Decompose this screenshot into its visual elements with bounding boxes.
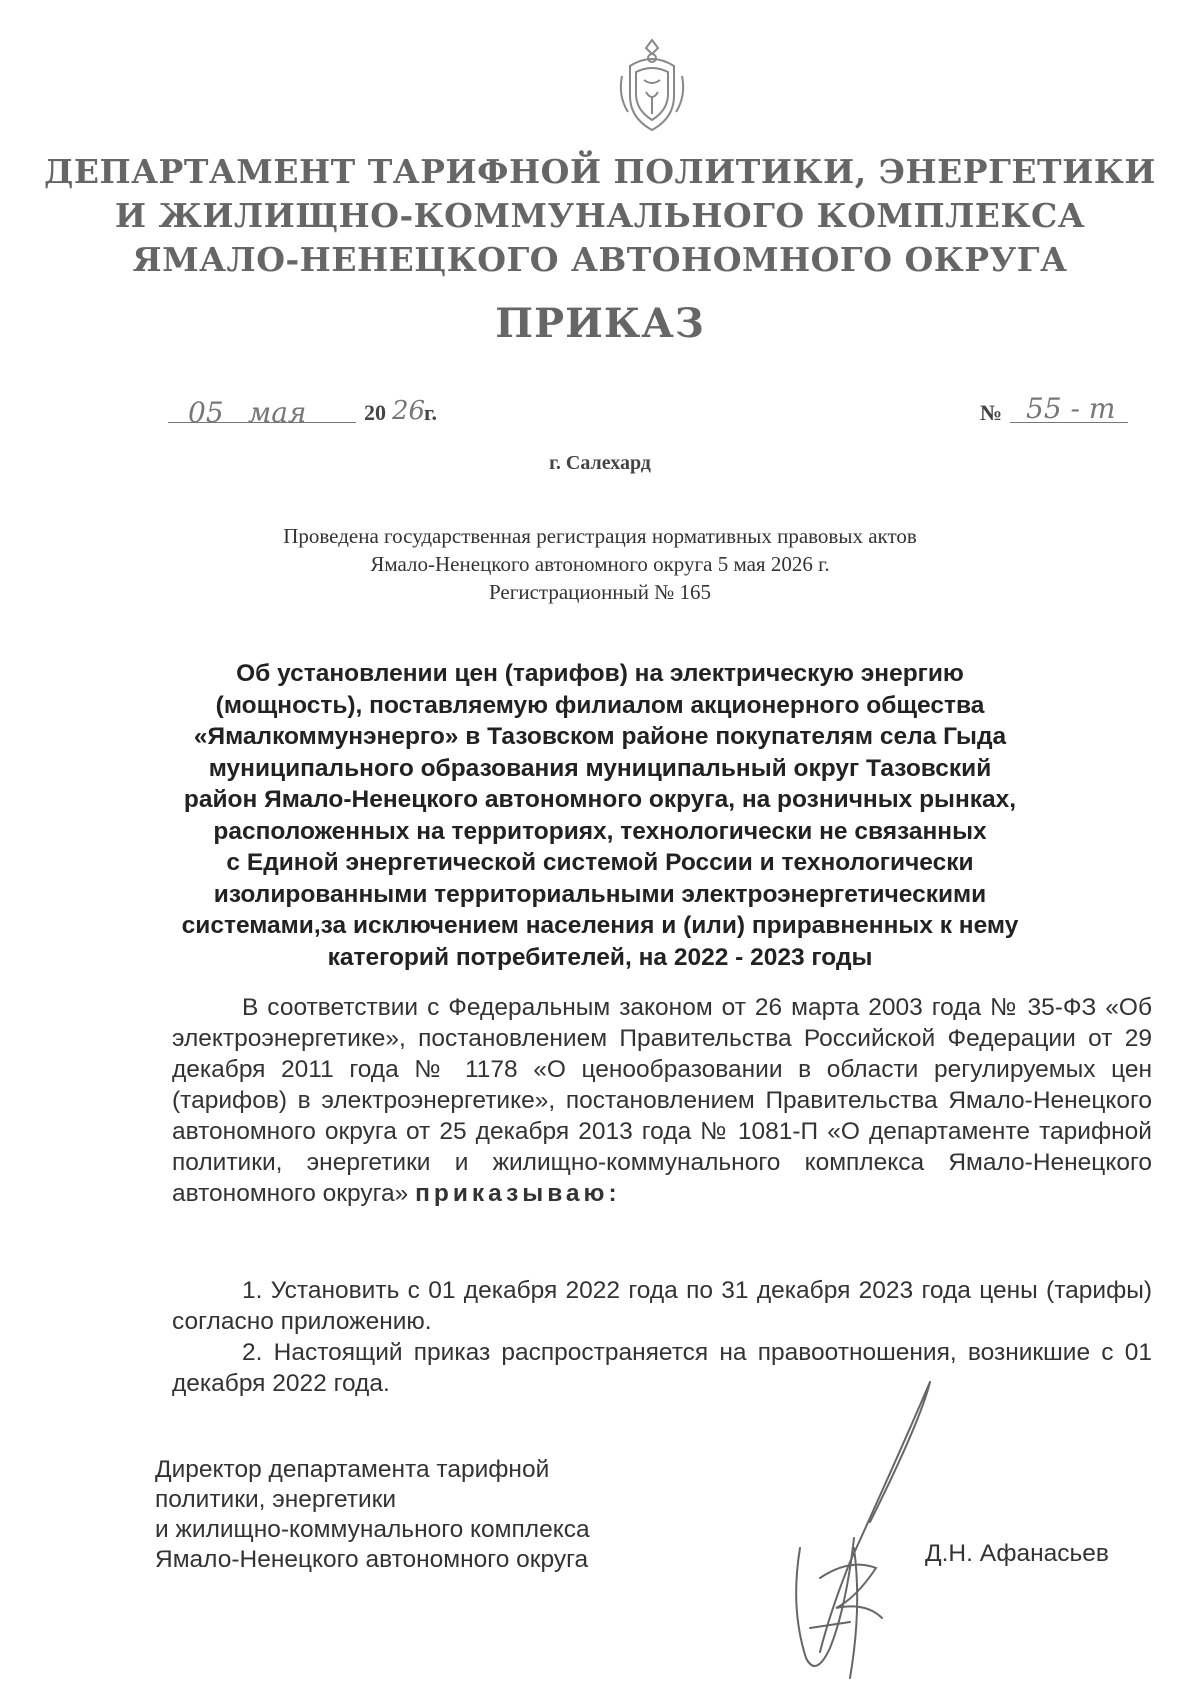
signatory-title-line: Ямало-Ненецкого автономного округа [155,1546,589,1573]
preamble-paragraph [172,992,1152,1209]
department-line-1: ДЕПАРТАМЕНТ ТАРИФНОЙ ПОЛИТИКИ, ЭНЕРГЕТИКИ [44,152,1156,191]
subject-line: муниципального образования муниципальный округ Тазовский [208,754,992,782]
order-subject [160,658,1040,973]
subject-line: расположенных на территориях, технологически не связанных [213,817,987,845]
order-year-prefix: 20 [364,400,386,425]
item-2-paragraph: 2. Настоящий приказ распространяется на правоотношения, возникшие с 01 декабря 2022 года. [172,1339,1152,1397]
number-underline [1010,422,1128,423]
city: г. Салехард [549,452,651,474]
subject-line: изолированными территориальными электроэнергетическими [213,880,987,908]
order-number: 55 - т [1026,392,1116,425]
order-month: мая [248,396,307,429]
item-1-paragraph: 1. Установить с 01 декабря 2022 года по 31 декабря 2023 года цены (тарифы) согласно приложению. [172,1277,1152,1335]
preamble-text: В соответствии с Федеральным законом от 26 марта 2003 года № 35-ФЗ «Об электроэнергетике», постановлением Правительства Российской Федерации от 29 декабря 2011 года № 1178 «О ценообразовании в области регулируемых цен (тарифов) в электроэнергетике», постановлением Правительства Ямало-Ненецкого автономного округа от 25 декабря 2013 года № 1081-П «О департаменте тарифной политики, энергетики и жилищно-коммунального комплекса Ямало-Ненецкого автономного округа» [172,994,1152,1207]
subject-line: категорий потребителей, на 2022 - 2023 годы [327,943,873,971]
document-type-title: ПРИКАЗ [495,300,705,347]
registration-line-1: Проведена государственная регистрация нормативных правовых актов [283,524,917,548]
order-year-mark: г. [424,400,438,425]
handwritten-signature [780,1378,970,1698]
order-year-suffix: 26 [392,396,426,426]
registration-note [0,522,1200,606]
order-date-number-line [168,392,1168,436]
subject-line: район Ямало-Ненецкого автономного округа, на розничных рынках, [183,786,1017,813]
subject-line: Об установлении цен (тарифов) на электрическую энергию [236,660,964,687]
order-day: 05 [188,396,224,429]
registration-line-2: Ямало-Ненецкого автономного округа 5 мая 2026 г. [370,552,830,576]
registration-line-3: Регистрационный № 165 [489,580,711,604]
subject-line: с Единой энергетической системой России и технологически [226,849,974,876]
signatory-title-line: Директор департамента тарифной [155,1456,550,1483]
signatory-title-line: политики, энергетики [155,1486,397,1513]
department-line-3: ЯМАЛО-НЕНЕЦКОГО АВТОНОМНОГО ОКРУГА [132,240,1068,279]
coat-of-arms-emblem [616,36,688,136]
date-underline [168,422,356,423]
signatory-title [155,1455,715,1575]
signatory-title-line: и жилищно-коммунального комплекса [155,1516,590,1543]
subject-line: системами,за исключением населения и (или) приравненных к нему [181,912,1019,939]
directive-word: приказываю: [415,1180,621,1207]
order-number-label: № [980,400,1003,425]
department-name [0,150,1200,282]
subject-line: «Ямалкоммунэнерго» в Тазовском районе покупателям села Гыда [193,723,1007,750]
signatory-name: Д.Н. Афанасьев [925,1540,1109,1567]
department-line-2: И ЖИЛИЩНО-КОММУНАЛЬНОГО КОМПЛЕКСА [114,196,1086,235]
subject-line: (мощность), поставляемую филиалом акционерного общества [215,691,985,719]
